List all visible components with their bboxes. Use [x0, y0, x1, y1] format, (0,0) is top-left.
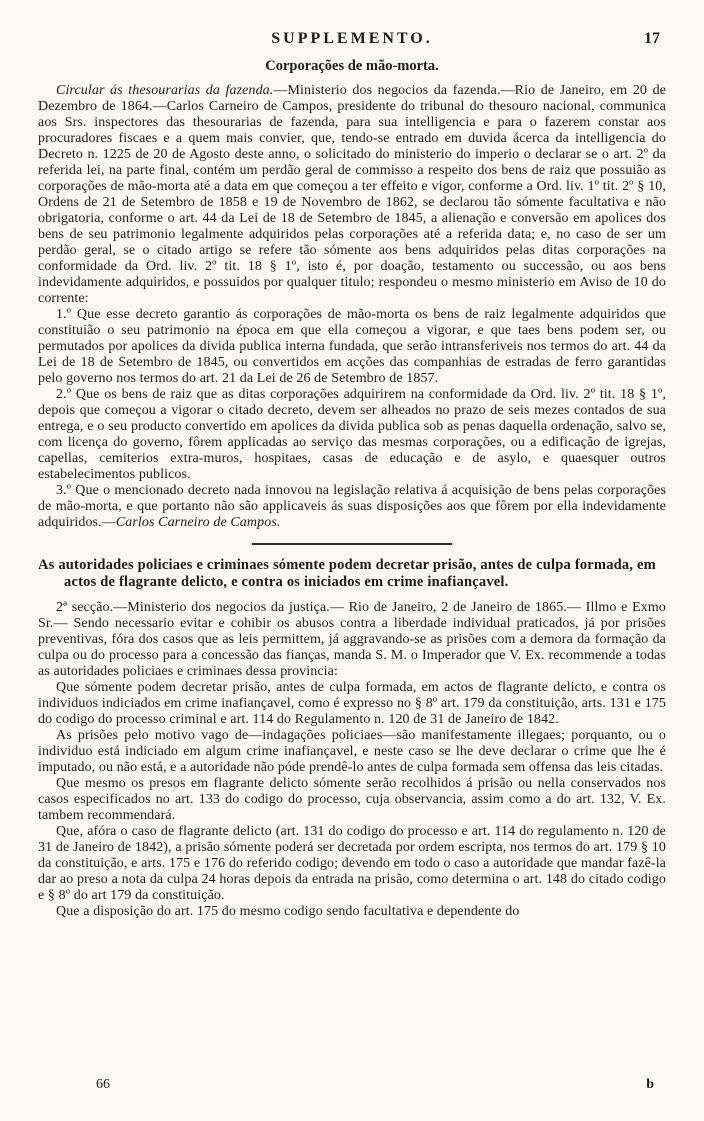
section1-item-3 — [38, 483, 666, 531]
section1-title: Corporações de mão-morta. — [265, 58, 439, 74]
page-number: 17 — [644, 30, 660, 47]
section1-item-1: 1.º Que esse decreto garantio ás corporações de mão-morta os bens de raiz legalmente adquiridos que constituião o seu patrimonio na época em que ella começou a vigorar, e que taes bens podem ser, ou permutados por apolices da divida publica interna fundada, que serão intransferiveis nos termos do art. 44 da Lei de 18 de Setembro de 1845, ou convertidos em acções das companhias de estradas de ferro garantidas pelo governo nos termos do art. 21 da Lei de 26 de Setembro de 1857. — [38, 307, 666, 386]
section2-paragraph-2: Que sómente podem decretar prisão, antes de culpa formada, em actos de flagrante delicto, e contra os individuos indiciados em crime inafiançavel, como é expresso no § 8º art. 179 da constituição, arts. 131 e 175 do codigo do processo criminal e art. 114 do Regulamento n. 120 de 31 de Janeiro de 1842. — [38, 680, 666, 727]
running-title: SUPPLEMENTO. — [271, 30, 433, 47]
circular-body: —Ministerio dos negocios da fazenda.—Rio de Janeiro, em 20 de Dezembro de 1864.—Carlos Carneiro de Campos, presidente do tribunal do thesouro nacional, communica aos Srs. inspectores das thesourarias de fazenda, para sua intelligencia e para o fazerem constar aos procuradores fiscaes e a quem mais convier, que, tendo-se entrado em duvida ácerca da intelligencia do Decreto n. 1225 de 20 de Agosto deste anno, o solicitado do ministerio do imperio o declarar se o art. 2º da referida lei, na parte final, contém um perdão geral de commisso a respeito dos bens de raiz que possuião as corporações de mão-morta até a data em que começou a ter effeito e vigor, conforme a Ord. liv. 1º tit. 2º § 10, Ordens de 21 de Setembro de 1858 e 19 de Novembro de 1862, se declarou tão sómente facultativa e não obrigatoria, conforme o art. 44 da Lei de 18 de Setembro de 1845, a alienação e conversão em apolices dos bens de seu patrimonio legalmente adquiridos pelas corporações até a referida data; e, no caso de ser um perdão geral, se o citado artigo se refere tão sómente aos bens adquiridos pelas ditas corporações na conformidade da Ord. liv. 2º tit. 18 § 1º, isto é, por doação, testamento ou successão, ou aos bens indevidamente adquiridos, e possuidos por qualquer titulo; respondeu o mesmo ministerio em Aviso de 10 do corrente: — [38, 83, 666, 306]
signature: Carlos Carneiro de Campos. — [115, 515, 281, 530]
section2-paragraph-6: Que a disposição do art. 175 do mesmo codigo sendo facultativa e dependente do — [56, 904, 520, 919]
footer-folio-number: 66 — [96, 1077, 110, 1092]
section2-paragraph-5: Que, afóra o caso de flagrante delicto (art. 131 do codigo do processo e art. 114 do regulamento n. 120 de 31 de Janeiro de 1842), a prisão sómente poderá ser decretada por ordem escripta, nos termos do art. 179 § 10 da constituição, e arts. 175 e 176 do referido codigo; devendo em todo o caso a autoridade que mandar fazê-la dar ao preso a nota da culpa 24 horas depois da entrada na prisão, como determina o art. 148 do citado codigo e § 8º do art 179 da constituição. — [38, 824, 666, 903]
footer-signature-mark: b — [646, 1077, 654, 1092]
page-footer — [38, 1077, 666, 1093]
section2-paragraph-1: 2ª secção.—Ministerio dos negocios da justiça.— Rio de Janeiro, 2 de Janeiro de 1865.— Illmo e Exmo Sr.— Sendo necessario evitar e cohibir os abusos contra a liberdade individual praticados, já por prisões preventivas, fóra dos casos que as leis permittem, já aggravando-se as prisões com a demora da formação da culpa ou do processo para a concessão das fianças, manda S. M. o Imperador que V. Ex. recommende a todas as autoridades policiaes e criminaes dessa provincia: — [38, 600, 666, 679]
section2-paragraph-3: As prisões pelo motivo vago de—indagações policiaes—são manifestamente illegaes; porquanto, ou o individuo está indiciado em algum crime inafiançavel, e neste caso se lhe deve declarar o crime que lhe é imputado, ou não está, e a autoridade não póde prendê-lo antes de culpa formada sem offensa das leis citadas. — [38, 728, 666, 775]
item3-text: 3.º Que o mencionado decreto nada innovou na legislação relativa á acquisição de bens pelas corporações de mão-morta, e que portanto não são applicaveis ás suas disposições aos que fôrem por ella indevidamente adquiridos.— — [38, 483, 666, 530]
section1-item-2: 2.º Que os bens de raiz que as ditas corporações adquirirem na conformidade da Ord. liv. 2º tit. 18 § 1º, depois que começou a vigorar o citado decreto, devem ser alheados no prazo de seis mezes contados de sua entrega, e o seu producto convertido em apolices da divida publica sob as penas daquella ordenação, salvo se, com licença do governo, fôrem applicadas ao serviço das mesmas corporações, ou a edificação de igrejas, capellas, cemiterios extra-muros, hospitaes, casas de educação e de asylo, e quaesquer outros estabelecimentos publicos. — [38, 387, 666, 482]
page-header — [38, 30, 666, 50]
section-divider — [252, 543, 452, 545]
section1-opening-paragraph — [38, 83, 666, 307]
circular-lead: Circular ás thesourarias da fazenda. — [56, 83, 274, 98]
section2-heading: As autoridades policiaes e criminaes sómente podem decretar prisão, antes de culpa formada, em actos de flagrante delicto, e contra os iniciados em crime inafiançavel. — [38, 557, 656, 590]
section2-paragraph-4: Que mesmo os presos em flagrante delicto sómente serão recolhidos á prisão ou nella conservados nos casos especificados no art. 133 do codigo do processo, cuja observancia, assim como a do art. 132, V. Ex. tambem recommendará. — [38, 776, 666, 823]
